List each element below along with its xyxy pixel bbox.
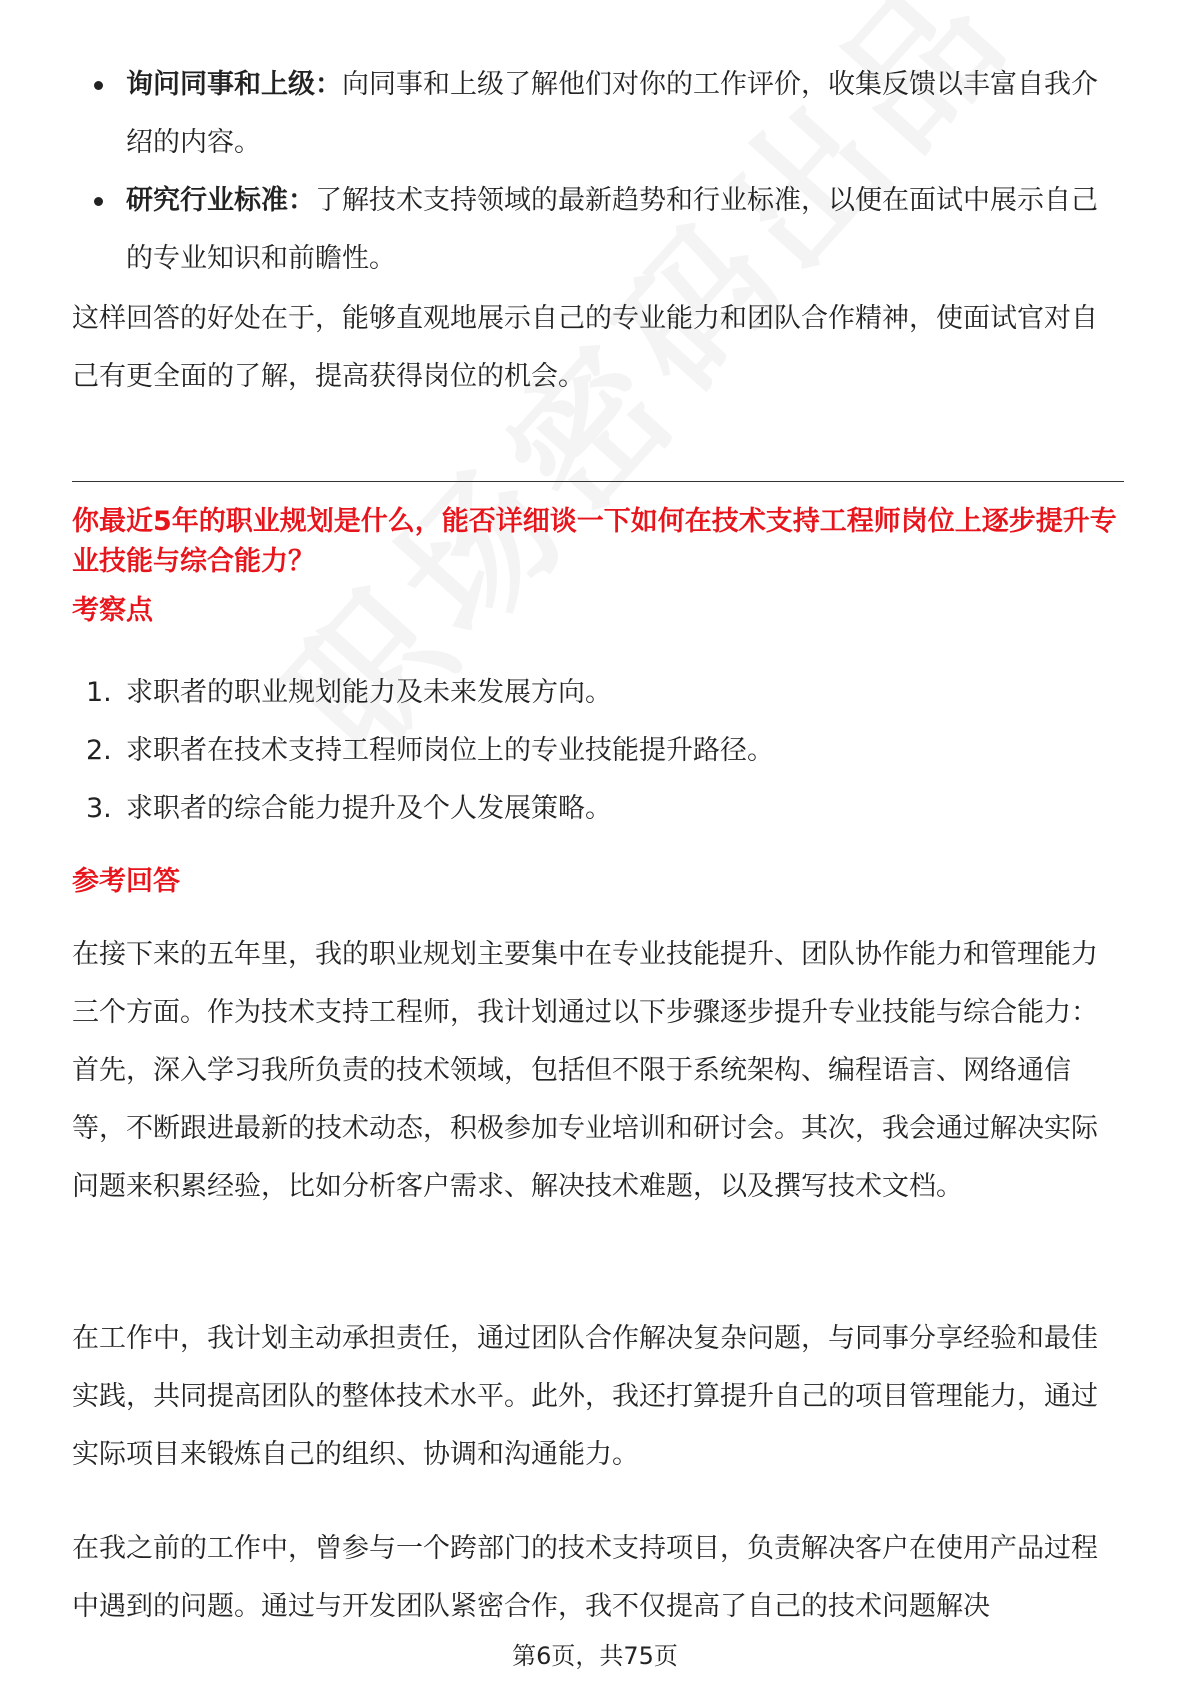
point-item: [72, 780, 1124, 838]
bullet-label: 询问同事和上级: [126, 69, 315, 100]
bullet-item: [72, 172, 1124, 288]
point-number: 1.: [86, 677, 112, 708]
points-list: [72, 664, 1124, 838]
document-page: [72, 0, 1124, 1684]
point-number: 2.: [86, 735, 112, 766]
bullet-item: [72, 56, 1124, 172]
bullet-text: 了解技术支持领域的最新趋势和行业标准，以便在面试中展示自己的专业知识和前瞻性。: [126, 185, 1098, 274]
bullet-separator: ：: [288, 185, 315, 216]
point-number: 3.: [86, 793, 112, 824]
bullet-text: 向同事和上级了解他们对你的工作评价，收集反馈以丰富自我介绍的内容。: [126, 69, 1098, 158]
summary-paragraph: 这样回答的好处在于，能够直观地展示自己的专业能力和团队合作精神，使面试官对自己有更全面的了解，提高获得岗位的机会。: [72, 303, 1098, 392]
point-text: 求职者的综合能力提升及个人发展策略。: [126, 793, 612, 824]
bullet-list: [72, 56, 1124, 288]
bullet-separator: ：: [315, 69, 342, 100]
answer-paragraph: 在工作中，我计划主动承担责任，通过团队合作解决复杂问题，与同事分享经验和最佳实践，共同提高团队的整体技术水平。此外，我还打算提升自己的项目管理能力，通过实际项目来锻炼自己的组织、协调和沟通能力。: [72, 1323, 1098, 1470]
points-title: 考察点: [72, 595, 153, 626]
point-item: [72, 722, 1124, 780]
answer-title: 参考回答: [72, 866, 180, 897]
point-text: 求职者在技术支持工程师岗位上的专业技能提升路径。: [126, 735, 774, 766]
point-item: [72, 664, 1124, 722]
bullet-dot-icon: [94, 81, 103, 90]
bullet-dot-icon: [94, 197, 103, 206]
answer-paragraph: 在接下来的五年里，我的职业规划主要集中在专业技能提升、团队协作能力和管理能力三个方面。作为技术支持工程师，我计划通过以下步骤逐步提升专业技能与综合能力：首先，深入学习我所负责的技术领域，包括但不限于系统架构、编程语言、网络通信等，不断跟进最新的技术动态，积极参加专业培训和研讨会。其次，我会通过解决实际问题来积累经验，比如分析客户需求、解决技术难题，以及撰写技术文档。: [72, 939, 1098, 1202]
point-text: 求职者的职业规划能力及未来发展方向。: [126, 677, 612, 708]
page-footer: 第6页，共75页: [512, 1642, 678, 1670]
section-divider: [72, 481, 1124, 482]
answer-paragraph: 在我之前的工作中，曾参与一个跨部门的技术支持项目，负责解决客户在使用产品过程中遇到的问题。通过与开发团队紧密合作，我不仅提高了自己的技术问题解决: [72, 1533, 1098, 1622]
bullet-label: 研究行业标准: [126, 185, 288, 216]
interview-question: 你最近5年的职业规划是什么，能否详细谈一下如何在技术支持工程师岗位上逐步提升专业技能与综合能力？: [72, 506, 1117, 577]
